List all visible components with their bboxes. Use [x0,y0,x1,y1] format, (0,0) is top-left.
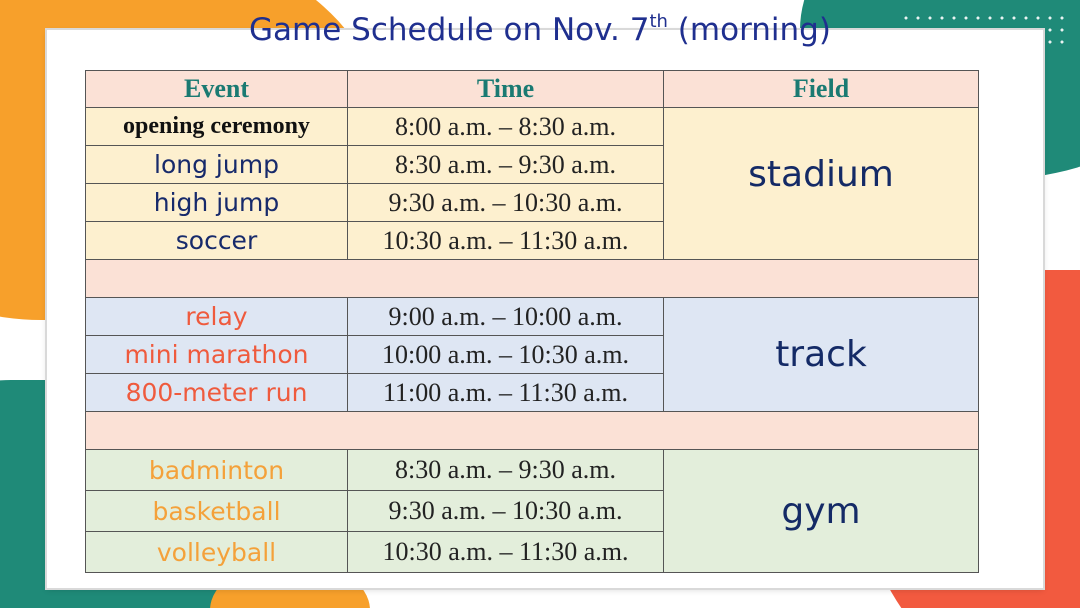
time-cell: 8:00 a.m. – 8:30 a.m. [348,108,664,146]
event-cell: long jump [86,146,348,184]
event-cell: high jump [86,184,348,222]
time-cell: 10:00 a.m. – 10:30 a.m. [348,336,664,374]
separator-row [86,412,979,450]
table-row [86,450,979,491]
separator-cell [86,260,979,298]
event-cell: mini marathon [86,336,348,374]
time-cell: 8:30 a.m. – 9:30 a.m. [348,146,664,184]
page-title [0,2,1080,50]
title-suffix: (morning) [667,12,831,48]
field-cell-track: track [664,298,979,412]
event-cell: badminton [86,450,348,491]
event-cell: soccer [86,222,348,260]
header-event: Event [86,71,348,108]
event-cell: basketball [86,491,348,532]
time-cell: 10:30 a.m. – 11:30 a.m. [348,222,664,260]
table-row [86,108,979,146]
title-superscript: th [649,11,668,32]
time-cell: 9:00 a.m. – 10:00 a.m. [348,298,664,336]
table-row [86,298,979,336]
time-cell: 10:30 a.m. – 11:30 a.m. [348,532,664,573]
separator-row [86,260,979,298]
header-row [86,71,979,108]
field-cell-gym: gym [664,450,979,573]
event-cell: 800-meter run [86,374,348,412]
event-cell: volleyball [86,532,348,573]
title-main: Game Schedule on Nov. 7 [249,12,650,48]
field-cell-stadium: stadium [664,108,979,260]
event-cell: opening ceremony [86,108,348,146]
header-time: Time [348,71,664,108]
schedule-table [85,70,979,573]
header-field: Field [664,71,979,108]
event-cell: relay [86,298,348,336]
time-cell: 11:00 a.m. – 11:30 a.m. [348,374,664,412]
time-cell: 8:30 a.m. – 9:30 a.m. [348,450,664,491]
separator-cell [86,412,979,450]
time-cell: 9:30 a.m. – 10:30 a.m. [348,491,664,532]
time-cell: 9:30 a.m. – 10:30 a.m. [348,184,664,222]
